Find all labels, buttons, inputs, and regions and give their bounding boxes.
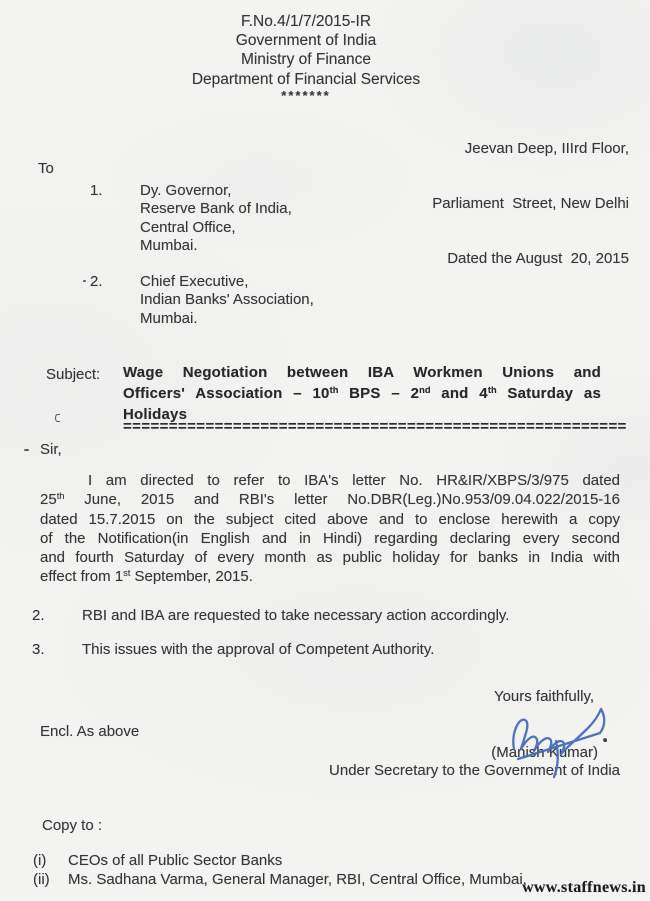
enclosure-note: Encl. As above — [40, 723, 140, 740]
copy-item-number: (i) — [33, 852, 47, 869]
body-paragraph-1 — [40, 471, 620, 587]
body-line: 25th June, 2015 and RBI's letter No.DBR(Leg.)No.953/09.04.022/2015-16 — [40, 491, 620, 509]
recipient-line: Mumbai. — [140, 309, 198, 327]
recipient-1 — [90, 182, 292, 255]
copy-item-text: CEOs of all Public Sector Banks — [68, 852, 283, 869]
org-line-ministry: Ministry of Finance — [240, 51, 372, 69]
letterhead — [0, 12, 612, 102]
subject-underline-divider: ======================================================= — [123, 418, 627, 432]
recipient-line: Reserve Bank of India, — [140, 200, 292, 218]
signature-ink — [506, 697, 620, 779]
paragraph-text: RBI and IBA are requested to take necessary action accordingly. — [82, 607, 510, 624]
recipient-number: 2. — [90, 273, 103, 290]
signatory-name: (Manish Kumar) — [491, 744, 598, 761]
copy-item-2 — [33, 871, 527, 888]
body-line: dated 15.7.2015 on the subject cited above and to enclose herewith a copy — [40, 510, 620, 528]
scan-speck — [24, 449, 29, 451]
file-reference-number: F.No.4/1/7/2015-IR — [240, 13, 372, 30]
subject-label: Subject: — [46, 366, 101, 383]
paragraph-number: 3. — [32, 641, 45, 658]
subject-text — [123, 362, 601, 425]
sender-address-line: Parliament Street, New Delhi — [432, 195, 629, 213]
subject-line: Wage Negotiation between IBA Workmen Unions and — [123, 364, 601, 381]
salutation: Sir, — [40, 441, 62, 458]
scan-speck — [55, 414, 60, 422]
recipient-line: Indian Banks' Association, — [140, 291, 314, 309]
body-line: of the Notification(in English and in Hindi) regarding declaring every second — [40, 529, 620, 547]
letterhead-separator-stars: ******* — [281, 87, 331, 103]
paragraph-text: This issues with the approval of Competent Authority. — [82, 641, 435, 658]
copy-item-number: (ii) — [33, 871, 50, 888]
copy-item-text: Ms. Sadhana Varma, General Manager, RBI, Central Office, Mumbai. — [68, 871, 527, 888]
copy-item-1 — [33, 852, 282, 869]
subject-line: Officers' Association – 10th BPS – 2nd and 4th Saturday as — [123, 385, 601, 402]
copy-to-label: Copy to : — [42, 817, 103, 834]
org-line-department: Department of Financial Services — [191, 70, 421, 88]
subject-line: Holidays — [123, 406, 188, 423]
valediction: Yours faithfully, — [493, 688, 594, 705]
scan-speck — [83, 280, 86, 282]
paragraph-number: 2. — [32, 607, 45, 624]
site-watermark: www.staffnews.in — [522, 879, 646, 896]
signatory-title: Under Secretary to the Government of India — [329, 762, 620, 779]
body-line: I am directed to refer to IBA's letter No. HR&IR/XBPS/3/975 dated — [88, 472, 620, 489]
recipient-line: Dy. Governor, — [140, 182, 232, 199]
body-paragraph-3 — [32, 641, 434, 658]
recipient-line: Central Office, — [140, 218, 236, 236]
to-label: To — [38, 160, 54, 177]
body-line: and fourth Saturday of every month as public holiday for banks in India with — [40, 549, 620, 567]
recipient-line: Chief Executive, — [140, 273, 249, 290]
letter-date: Dated the August 20, 2015 — [447, 250, 629, 268]
recipient-line: Mumbai. — [140, 236, 198, 254]
sender-address-block — [432, 103, 629, 305]
sender-address-line: Jeevan Deep, IIIrd Floor, — [464, 139, 629, 157]
org-line-government: Government of India — [235, 32, 377, 50]
body-line: effect from 1st September, 2015. — [40, 568, 253, 586]
body-paragraph-2 — [32, 607, 509, 624]
recipient-number: 1. — [90, 182, 103, 199]
recipient-2 — [90, 273, 314, 328]
